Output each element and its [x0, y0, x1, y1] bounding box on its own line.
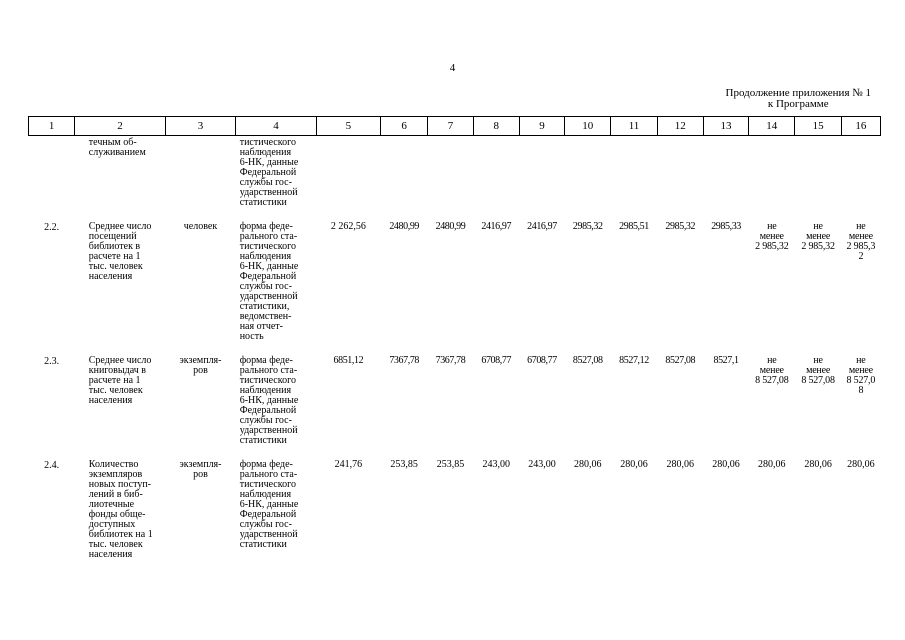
unit: экземпля- ров [179, 459, 222, 480]
value-cell [749, 136, 795, 223]
col-header: 11 [611, 117, 657, 136]
table-row [29, 356, 881, 460]
value-cell: 2416,97 [481, 221, 512, 232]
value-cell: 280,06 [573, 459, 602, 470]
table-row [29, 460, 881, 574]
value-cell [316, 136, 380, 223]
value-cell [611, 136, 657, 223]
value-cell [473, 136, 519, 223]
value-cell: 2480,99 [435, 221, 466, 232]
col-header: 4 [236, 117, 316, 136]
value-cell: 243,00 [528, 459, 556, 470]
unit: экземпля- ров [179, 355, 222, 376]
col-header: 14 [749, 117, 795, 136]
value-cell: 7367,78 [435, 355, 466, 366]
continuation-line-1: Продолжение приложения № 1 [725, 87, 871, 99]
value-cell [519, 136, 564, 223]
value-cell: 6708,77 [527, 355, 557, 366]
unit: человек [183, 221, 218, 232]
col-header: 2 [75, 117, 166, 136]
col-header: 5 [316, 117, 380, 136]
value-cell [795, 136, 841, 223]
value-cell: 280,06 [847, 459, 875, 470]
col-header: 1 [29, 117, 75, 136]
value-cell: 280,06 [712, 459, 740, 470]
value-cell [657, 136, 703, 223]
value-cell: не менее 8 527,08 [801, 355, 835, 386]
value-cell: 8527,12 [619, 355, 649, 366]
col-header: 15 [795, 117, 841, 136]
value-cell: 2985,33 [711, 221, 741, 232]
value-cell [428, 136, 473, 223]
value-cell: 280,06 [620, 459, 648, 470]
value-cell [381, 136, 428, 223]
continuation-line-2: к Программе [767, 98, 829, 110]
page-number: 4 [449, 62, 456, 74]
value-cell: 2416,97 [527, 221, 557, 232]
value-cell: не менее 8 527,08 [755, 355, 789, 386]
value-cell: 8527,1 [713, 355, 739, 366]
col-header: 10 [565, 117, 611, 136]
value-cell: не менее 2 985,3 2 [846, 221, 876, 262]
value-cell: 253,85 [390, 459, 418, 470]
value-cell: 241,76 [334, 459, 363, 470]
continuation-note [726, 88, 871, 110]
value-cell: 2985,32 [572, 221, 603, 232]
header-row [29, 117, 881, 136]
indicator-name: Количество экземпляров новых поступ- лений в биб- лиотечные фонды обще- доступных библиотек на 1 тыс. человек населения [88, 459, 153, 560]
value-cell: 8527,08 [572, 355, 603, 366]
col-header: 16 [841, 117, 880, 136]
col-header: 9 [519, 117, 564, 136]
value-cell: 243,00 [482, 459, 510, 470]
indicator-name: Среднее число книговыдач в расчете на 1 тыс. человек населения [88, 355, 152, 406]
source: форма феде- рального ста- тистического наблюдения 6-НК, данные Федеральной службы гос- ударственной статистики [239, 459, 299, 550]
col-header: 12 [657, 117, 703, 136]
col-header: 7 [428, 117, 473, 136]
value-cell [565, 136, 611, 223]
value-cell: 8527,08 [665, 355, 696, 366]
value-cell: 6708,77 [481, 355, 512, 366]
row-number [29, 136, 75, 223]
col-header: 13 [703, 117, 748, 136]
value-cell: 280,06 [666, 459, 695, 470]
value-cell: 2480,99 [389, 221, 420, 232]
source: тистического наблюдения 6-НК, данные Федеральной службы гос- ударственной статистики [239, 137, 299, 208]
row-number: 2.2. [44, 222, 60, 233]
indicator-name: Среднее число посещений библиотек в расчете на 1 тыс. человек населения [88, 221, 152, 282]
value-cell [841, 136, 880, 223]
indicators-table [28, 116, 881, 574]
value-cell: 2985,32 [665, 221, 696, 232]
value-cell: не менее 8 527,0 8 [846, 355, 876, 396]
col-header: 6 [381, 117, 428, 136]
row-number: 2.3. [44, 356, 60, 367]
unit [165, 136, 235, 223]
value-cell: 7367,78 [389, 355, 420, 366]
value-cell: не менее 2 985,32 [755, 221, 789, 252]
col-header: 8 [473, 117, 519, 136]
value-cell: 6851,12 [333, 355, 364, 366]
value-cell: не менее 2 985,32 [801, 221, 835, 252]
indicator-name: течным об- служиванием [88, 137, 146, 158]
value-cell: 2 262,56 [330, 221, 366, 232]
table-row [29, 136, 881, 223]
value-cell: 2985,51 [619, 221, 649, 232]
table-row [29, 222, 881, 356]
value-cell: 280,06 [758, 459, 786, 470]
col-header: 3 [165, 117, 235, 136]
value-cell: 253,85 [436, 459, 465, 470]
value-cell: 280,06 [804, 459, 832, 470]
row-number: 2.4. [44, 460, 60, 471]
value-cell [703, 136, 748, 223]
source: форма феде- рального ста- тистического наблюдения 6-НК, данные Федеральной службы гос- ударственной статистики [239, 355, 299, 446]
source: форма феде- рального ста- тистического наблюдения 6-НК, данные Федеральной службы гос- ударственной статистики, ведомствен- ная отчет- ность [239, 221, 299, 342]
